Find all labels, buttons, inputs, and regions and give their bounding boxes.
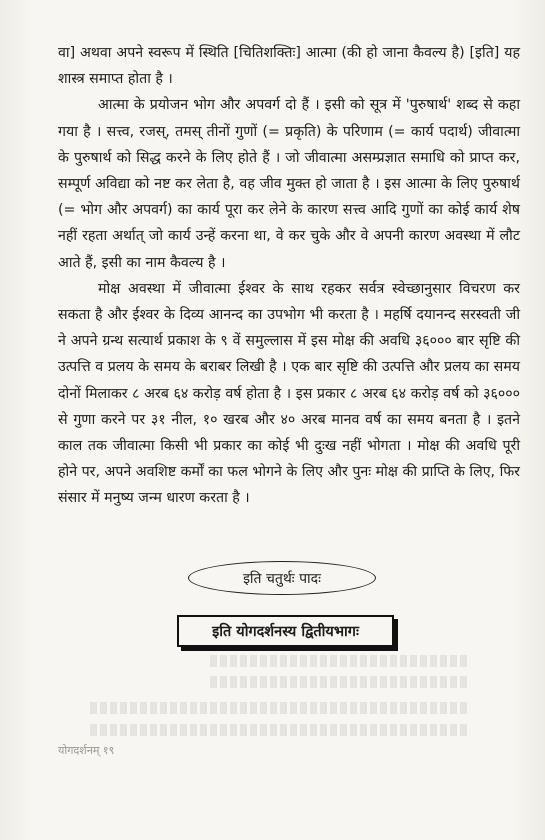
pada-end-label: इति चतुर्थः पादः xyxy=(243,570,321,587)
pada-end-oval xyxy=(188,561,376,595)
paragraph-1: वा] अथवा अपने स्वरूप में स्थिति [चितिशक्तिः] आत्मा (की हो जाना कैवल्य है) [इति] यह शास्त्र समाप्त होता है । xyxy=(58,45,520,88)
bleed-through-line xyxy=(90,724,470,736)
body-text xyxy=(58,40,520,512)
bleed-through-line xyxy=(210,655,470,667)
paragraph-3: मोक्ष अवस्था में जीवात्मा ईश्वर के साथ रहकर सर्वत्र स्वेच्छानुसार विचरण कर सकता है और ईश्वर के दिव्य आनन्द का उपभोग भी करता है । महर्षि दयानन्द सरस्वती जी ने अपने ग्रन्थ सत्यार्थ प्रकाश के ९ वें समुल्लास में इस मोक्ष की अवधि ३६००० बार सृष्टि की उत्पत्ति व प्रलय के समय के बराबर लिखी है । एक बार सृष्टि की उत्पत्ति और प्रलय का समय दोनों मिलाकर ८ अरब ६४ करोड़ वर्ष होता है । इस प्रकार ८ अरब ६४ करोड़ वर्ष को ३६००० से गुणा करने पर ३१ नील, १० खरब और ४० अरब मानव वर्ष का समय बनता है । इतने काल तक जीवात्मा किसी भी प्रकार का कोई भी दुःख नहीं भोगता । मोक्ष की अवधि पूरी होने पर, अपने अवशिष्ट कर्मों का फल भोगने के लिए और पुनः मोक्ष की प्राप्ति के लिए, फिर संसार में मनुष्य जन्म धारण करता है । xyxy=(58,280,520,507)
bleed-through-line xyxy=(90,702,470,714)
paragraph-2: आत्मा के प्रयोजन भोग और अपवर्ग दो हैं । इसी को सूत्र में 'पुरुषार्थ' शब्द से कहा गया है । सत्त्व, रजस्, तमस् तीनों गुणों (= प्रकृति) के परिणाम (= कार्य पदार्थ) जीवात्मा के पुरुषार्थ को सिद्ध करने के लिए होते हैं । जो जीवात्मा असम्प्रज्ञात समाधि को प्राप्त कर, सम्पूर्ण अविद्या को नष्ट कर लेता है, वह जीव मुक्त हो जाता है । इस आत्मा के लिए पुरुषार्थ (= भोग और अपवर्ग) का कार्य पूरा कर लेने के कारण सत्त्व आदि गुणों का कोई कार्य शेष नहीं रहता अर्थात् जो कार्य उन्हें करना था, वे कर चुके और वे अपनी कारण अवस्था में लौट आते हैं, इसी का नाम कैवल्य है । xyxy=(58,97,520,271)
bleed-through-line xyxy=(210,676,470,688)
page-footer: योगदर्शनम् १९ xyxy=(58,744,115,757)
section-end-label: इति योगदर्शनस्य द्वितीयभागः xyxy=(212,624,359,640)
section-end-box xyxy=(177,615,394,647)
